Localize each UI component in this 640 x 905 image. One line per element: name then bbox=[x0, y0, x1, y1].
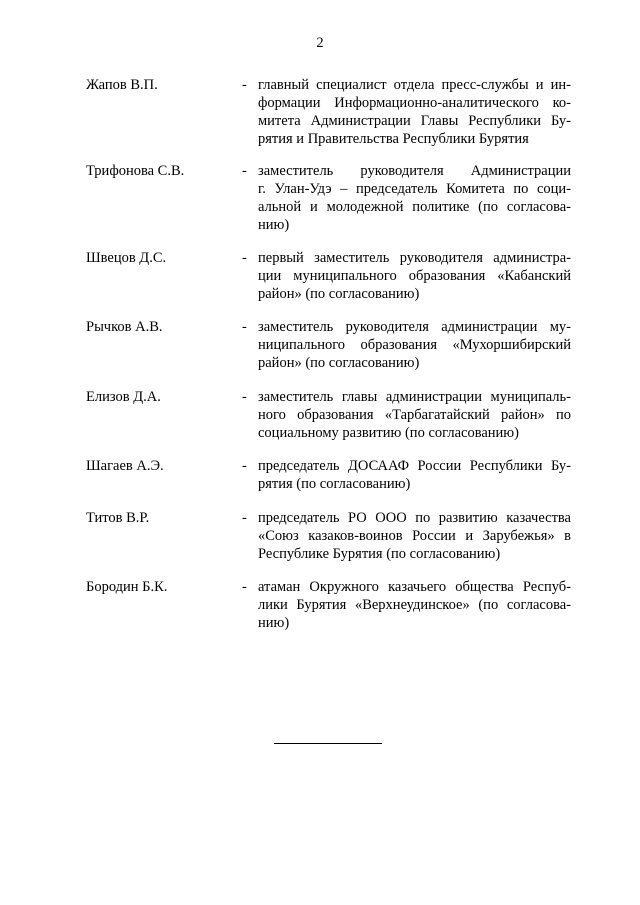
dash-separator: - bbox=[242, 458, 247, 474]
position-line: «Союз казаков-воинов России и Зарубежья» в bbox=[258, 528, 571, 544]
position-line: рятия и Правительства Республики Бурятия bbox=[258, 131, 529, 147]
member-name: Бородин Б.К. bbox=[86, 579, 168, 595]
member-position bbox=[258, 76, 571, 148]
member-position bbox=[258, 578, 571, 632]
position-line: заместитель главы администрации муниципаль- bbox=[258, 389, 571, 405]
dash-separator: - bbox=[242, 319, 247, 335]
dash-separator: - bbox=[242, 250, 247, 266]
member-position bbox=[258, 388, 571, 442]
member-name: Елизов Д.А. bbox=[86, 389, 161, 405]
dash-separator: - bbox=[242, 77, 247, 93]
position-line: первый заместитель руководителя администра- bbox=[258, 250, 571, 266]
member-position bbox=[258, 162, 571, 234]
position-line: ции муниципального образования «Кабанский bbox=[258, 268, 571, 284]
position-line: председатель РО ООО по развитию казачества bbox=[258, 510, 571, 526]
position-line: заместитель руководителя Администрации bbox=[258, 163, 571, 179]
position-line: район» (по согласованию) bbox=[258, 286, 420, 302]
member-position bbox=[258, 249, 571, 303]
dash-separator: - bbox=[242, 579, 247, 595]
position-line: ного образования «Тарбагатайский район» по bbox=[258, 407, 571, 423]
position-line: нию) bbox=[258, 217, 290, 233]
member-position bbox=[258, 457, 571, 493]
member-position bbox=[258, 318, 571, 372]
position-line: рятия (по согласованию) bbox=[258, 476, 411, 492]
position-line: ниципального образования «Мухоршибирский bbox=[258, 337, 571, 353]
position-line: нию) bbox=[258, 615, 290, 631]
member-name: Трифонова С.В. bbox=[86, 163, 185, 179]
position-line: атаман Окружного казачьего общества Респуб- bbox=[258, 579, 571, 595]
dash-separator: - bbox=[242, 389, 247, 405]
position-line: председатель ДОСААФ России Республики Бу- bbox=[258, 458, 571, 474]
position-line: митета Администрации Главы Республики Бу- bbox=[258, 113, 571, 129]
position-line: район» (по согласованию) bbox=[258, 355, 420, 371]
position-line: г. Улан-Удэ – председатель Комитета по соци- bbox=[258, 181, 571, 197]
member-position bbox=[258, 509, 571, 563]
member-name: Титов В.Р. bbox=[86, 510, 150, 526]
member-name: Жапов В.П. bbox=[86, 77, 158, 93]
position-line: социальному развитию (по согласованию) bbox=[258, 425, 519, 441]
member-name: Швецов Д.С. bbox=[86, 250, 167, 266]
member-name: Рычков А.В. bbox=[86, 319, 163, 335]
position-line: Республике Бурятия (по согласованию) bbox=[258, 546, 501, 562]
closing-divider bbox=[274, 743, 382, 744]
dash-separator: - bbox=[242, 163, 247, 179]
position-line: формации Информационно-аналитического ко- bbox=[258, 95, 571, 111]
position-line: главный специалист отдела пресс-службы и ин- bbox=[258, 77, 571, 93]
member-name: Шагаев А.Э. bbox=[86, 458, 164, 474]
position-line: альной и молодежной политике (по согласова- bbox=[258, 199, 571, 215]
position-line: заместитель руководителя администрации му- bbox=[258, 319, 571, 335]
page-number: 2 bbox=[316, 35, 324, 51]
dash-separator: - bbox=[242, 510, 247, 526]
position-line: лики Бурятия «Верхнеудинское» (по согласова- bbox=[258, 597, 571, 613]
